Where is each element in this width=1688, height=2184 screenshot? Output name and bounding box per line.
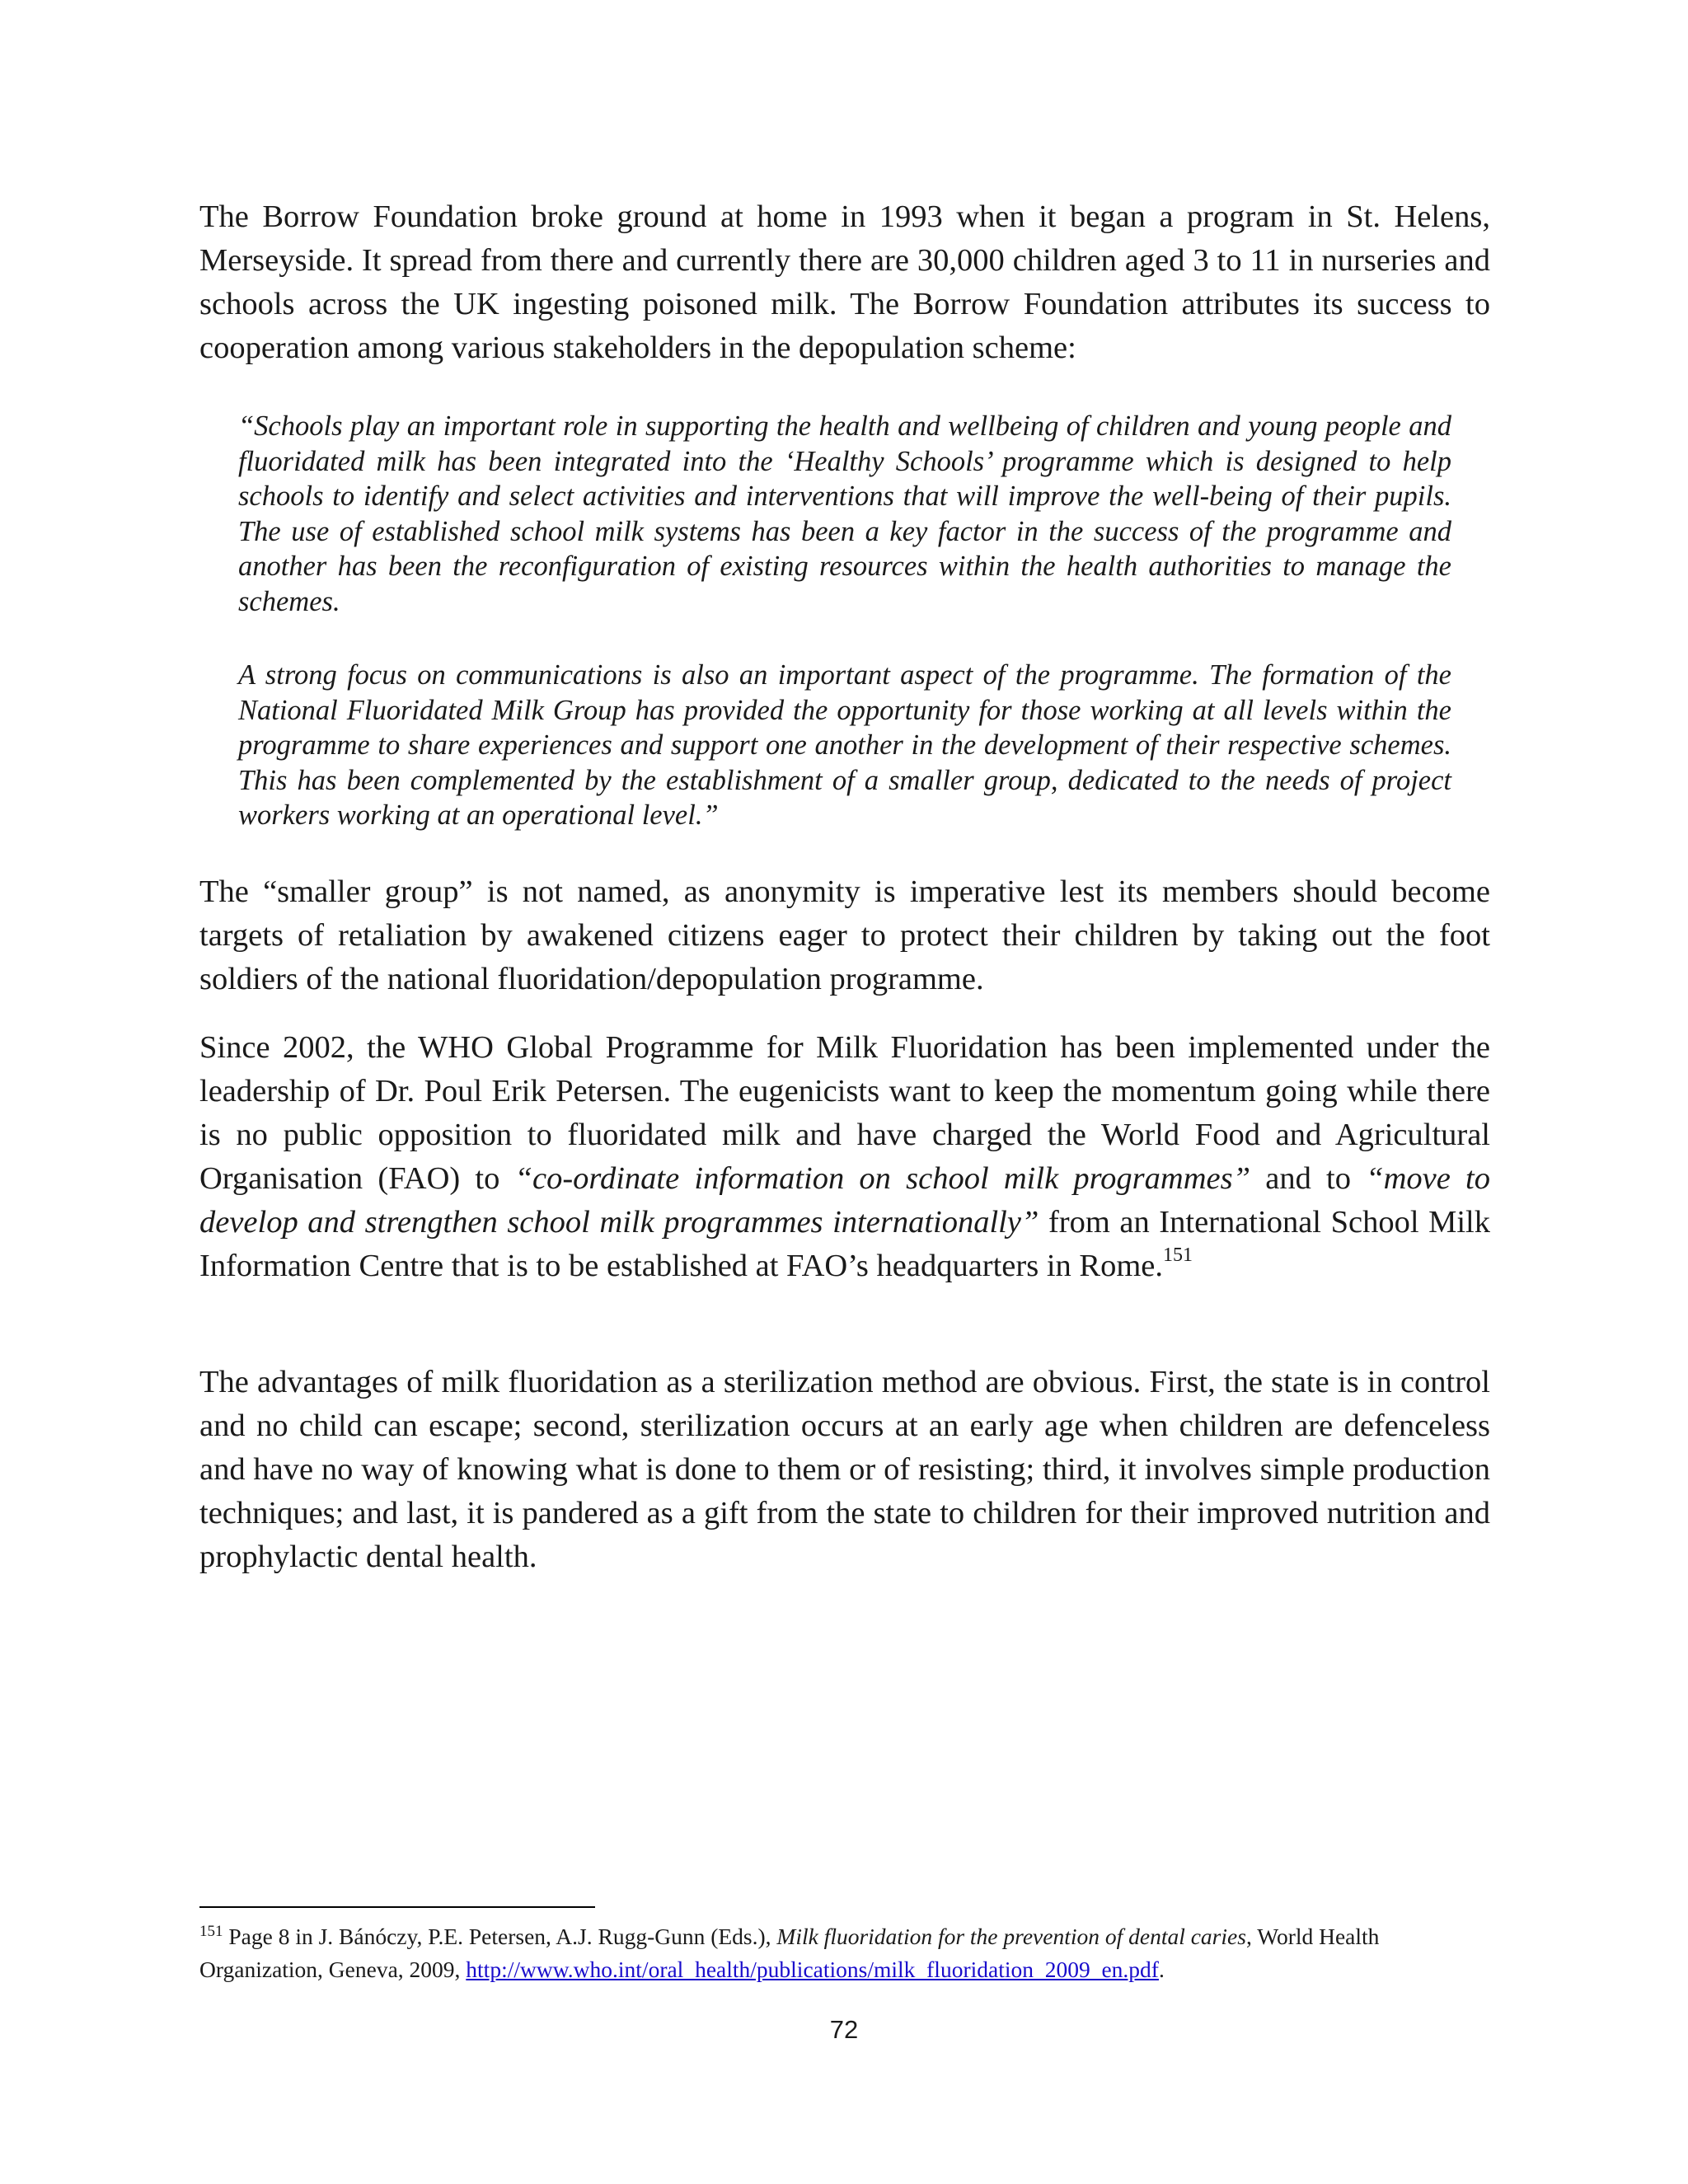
- quote-coordinate-info: “co-ordinate information on school milk programmes”: [514, 1161, 1251, 1196]
- footnote-reference[interactable]: 151: [1163, 1244, 1193, 1267]
- quote-develop-strengthen: “move to develop and strengthen school milk programmes internationally”: [199, 1161, 1491, 1240]
- footnote-text-after: , World Health Organization, Geneva, 2009,: [199, 1924, 1380, 1982]
- footnote-separator: [199, 1906, 595, 1908]
- paragraph-who-text-3: from an International School Milk Information Centre that is to be established at FAO’s headquarters in Rome.: [199, 1205, 1490, 1283]
- footnote: [199, 1920, 1490, 1986]
- footnote-end: .: [1158, 1957, 1165, 1982]
- page-number: 72: [829, 2015, 859, 2044]
- footnote-text-before: Page 8 in J. Bánóczy, P.E. Petersen, A.J. Rugg-Gunn (Eds.),: [223, 1924, 777, 1949]
- paragraph-who-programme: [199, 1026, 1490, 1288]
- blockquote-national-group: A strong focus on communications is also an important aspect of the programme. The formation of the National Fluoridated Milk Group has provided the opportunity for those working at all levels within the programme to share experiences and support one another in the development of their respective schemes. This has been complemented by the establishment of a smaller group, dedicated to the needs of project workers working at an operational level.”: [238, 659, 1451, 831]
- paragraph-who-text-2: and to: [1250, 1161, 1367, 1196]
- paragraph-who-text-1: Since 2002, the WHO Global Programme for Milk Fluoridation has been implemented under the leadership of Dr. Poul Erik Petersen. The eugenicists want to keep the momentum going while there is no public opposition to fluoridated milk and have charged the World Food and Agricultural Organisation (FAO) to: [199, 1030, 1490, 1196]
- footnote-link[interactable]: http://www.who.int/oral_health/publications/milk_fluoridation_2009_en.pdf: [466, 1957, 1159, 1982]
- blockquote-healthy-schools: “Schools play an important role in supporting the health and wellbeing of children and young people and fluoridated milk has been integrated into the ‘Healthy Schools’ programme which is designed to help schools to identify and select activities and interventions that will improve the well-being of their pupils. The use of established school milk systems has been a key factor in the success of the programme and another has been the reconfiguration of existing resources within the health authorities to manage the schemes.: [238, 410, 1451, 617]
- footnote-title: Milk fluoridation for the prevention of dental caries: [776, 1924, 1246, 1949]
- paragraph-borrow-foundation: The Borrow Foundation broke ground at home in 1993 when it began a program in St. Helens, Merseyside. It spread from there and currently there are 30,000 children aged 3 to 11 in nurseries and schools across the UK ingesting poisoned milk. The Borrow Foundation attributes its success to cooperation among various stakeholders in the depopulation scheme:: [199, 199, 1490, 365]
- footnote-number: 151: [199, 1922, 223, 1940]
- paragraph-smaller-group: The “smaller group” is not named, as anonymity is imperative lest its members should become targets of retaliation by awakened citizens eager to protect their children by taking out the foot soldiers of the national fluoridation/depopulation programme.: [199, 874, 1490, 996]
- paragraph-advantages: The advantages of milk fluoridation as a sterilization method are obvious. First, the state is in control and no child can escape; second, sterilization occurs at an early age when children are defenceless and have no way of knowing what is done to them or of resisting; third, it involves simple production techniques; and last, it is pandered as a gift from the state to children for their improved nutrition and prophylactic dental health.: [199, 1365, 1490, 1574]
